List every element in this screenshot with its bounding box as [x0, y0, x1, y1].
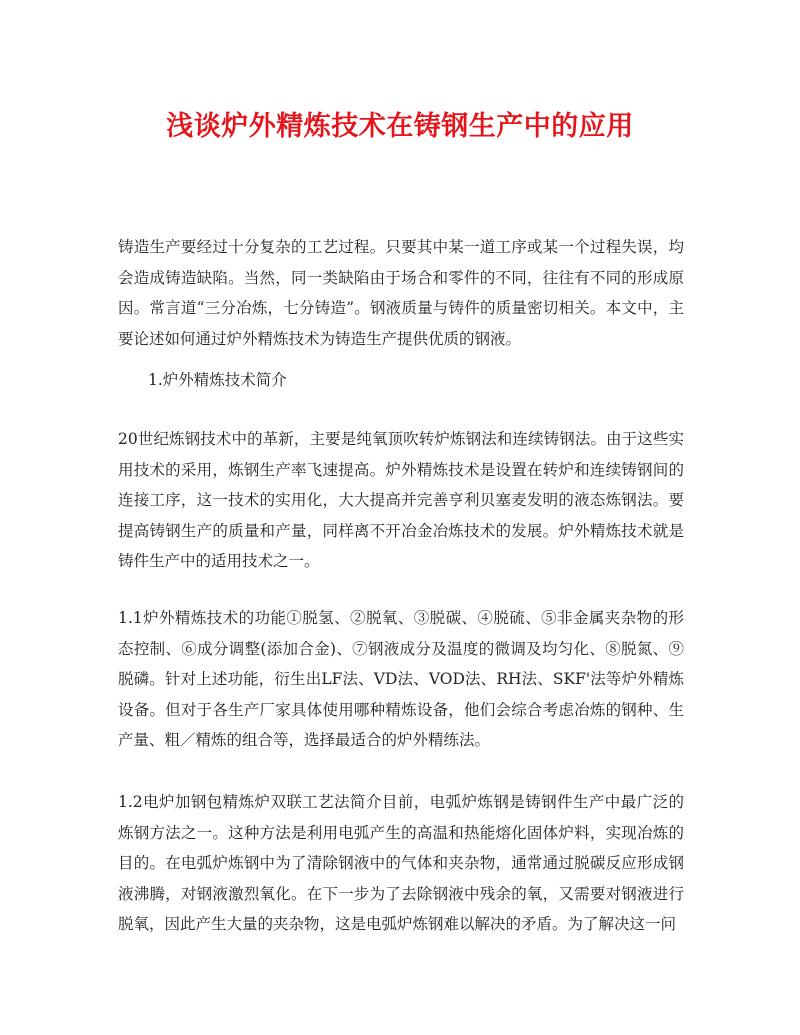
paragraph-dual-process: 1.2电炉加钢包精炼炉双联工艺法简介目前，电弧炉炼钢是铸钢件生产中最广泛的炼钢方法之一。这种方法是利用电弧产生的高温和热能熔化固体炉料，实现冶炼的目的。在电弧炉炼钢中为了清除钢液中的气体和夹杂物，通常通过脱碳反应形成钢液沸腾，对钢液激烈氧化。在下一步为了去除钢液中残余的氧，又需要对钢液进行脱氧，因此产生大量的夹杂物，这是电弧炉炼钢难以解决的矛盾。为了解决这一问	[118, 793, 684, 933]
document-title: 浅谈炉外精炼技术在铸钢生产中的应用	[166, 111, 634, 142]
paragraph-history: 20世纪炼钢技术中的革新，主要是纯氧顶吹转炉炼钢法和连续铸钢法。由于这些实用技术的采用，炼钢生产率飞速提高。炉外精炼技术是设置在转炉和连续铸钢间的连接工序，这一技术的实用化，大大提高并完善亨利贝塞麦发明的液态炼钢法。要提高铸钢生产的质量和产量，同样离不开冶金冶炼技术的发展。炉外精炼技术就是铸件生产中的适用技术之一。	[118, 430, 684, 570]
section-heading-1: 1.炉外精炼技术简介	[148, 371, 287, 389]
paragraph-functions: 1.1炉外精炼技术的功能①脱氢、②脱氧、③脱碳、④脱硫、⑤非金属夹杂物的形态控制、⑥成分调整(添加合金)、⑦钢液成分及温度的微调及均匀化、⑧脱氮、⑨脱磷。针对上述功能，衍生出LF法、VD法、VOD法、RH法、SKF'法等炉外精炼设备。但对于各生产厂家具体使用哪种精炼设备，他们会综合考虑冶炼的钢种、生产量、粗／精炼的组合等，选择最适合的炉外精练法。	[118, 609, 684, 749]
intro-paragraph: 铸造生产要经过十分复杂的工艺过程。只要其中某一道工序或某一个过程失误，均会造成铸造缺陷。当然，同一类缺陷由于场合和零件的不同，往往有不同的形成原因。常言道“三分冶炼，七分铸造”。钢液质量与铸件的质量密切相关。本文中，主要论述如何通过炉外精炼技术为铸造生产提供优质的钢液。	[118, 238, 684, 348]
